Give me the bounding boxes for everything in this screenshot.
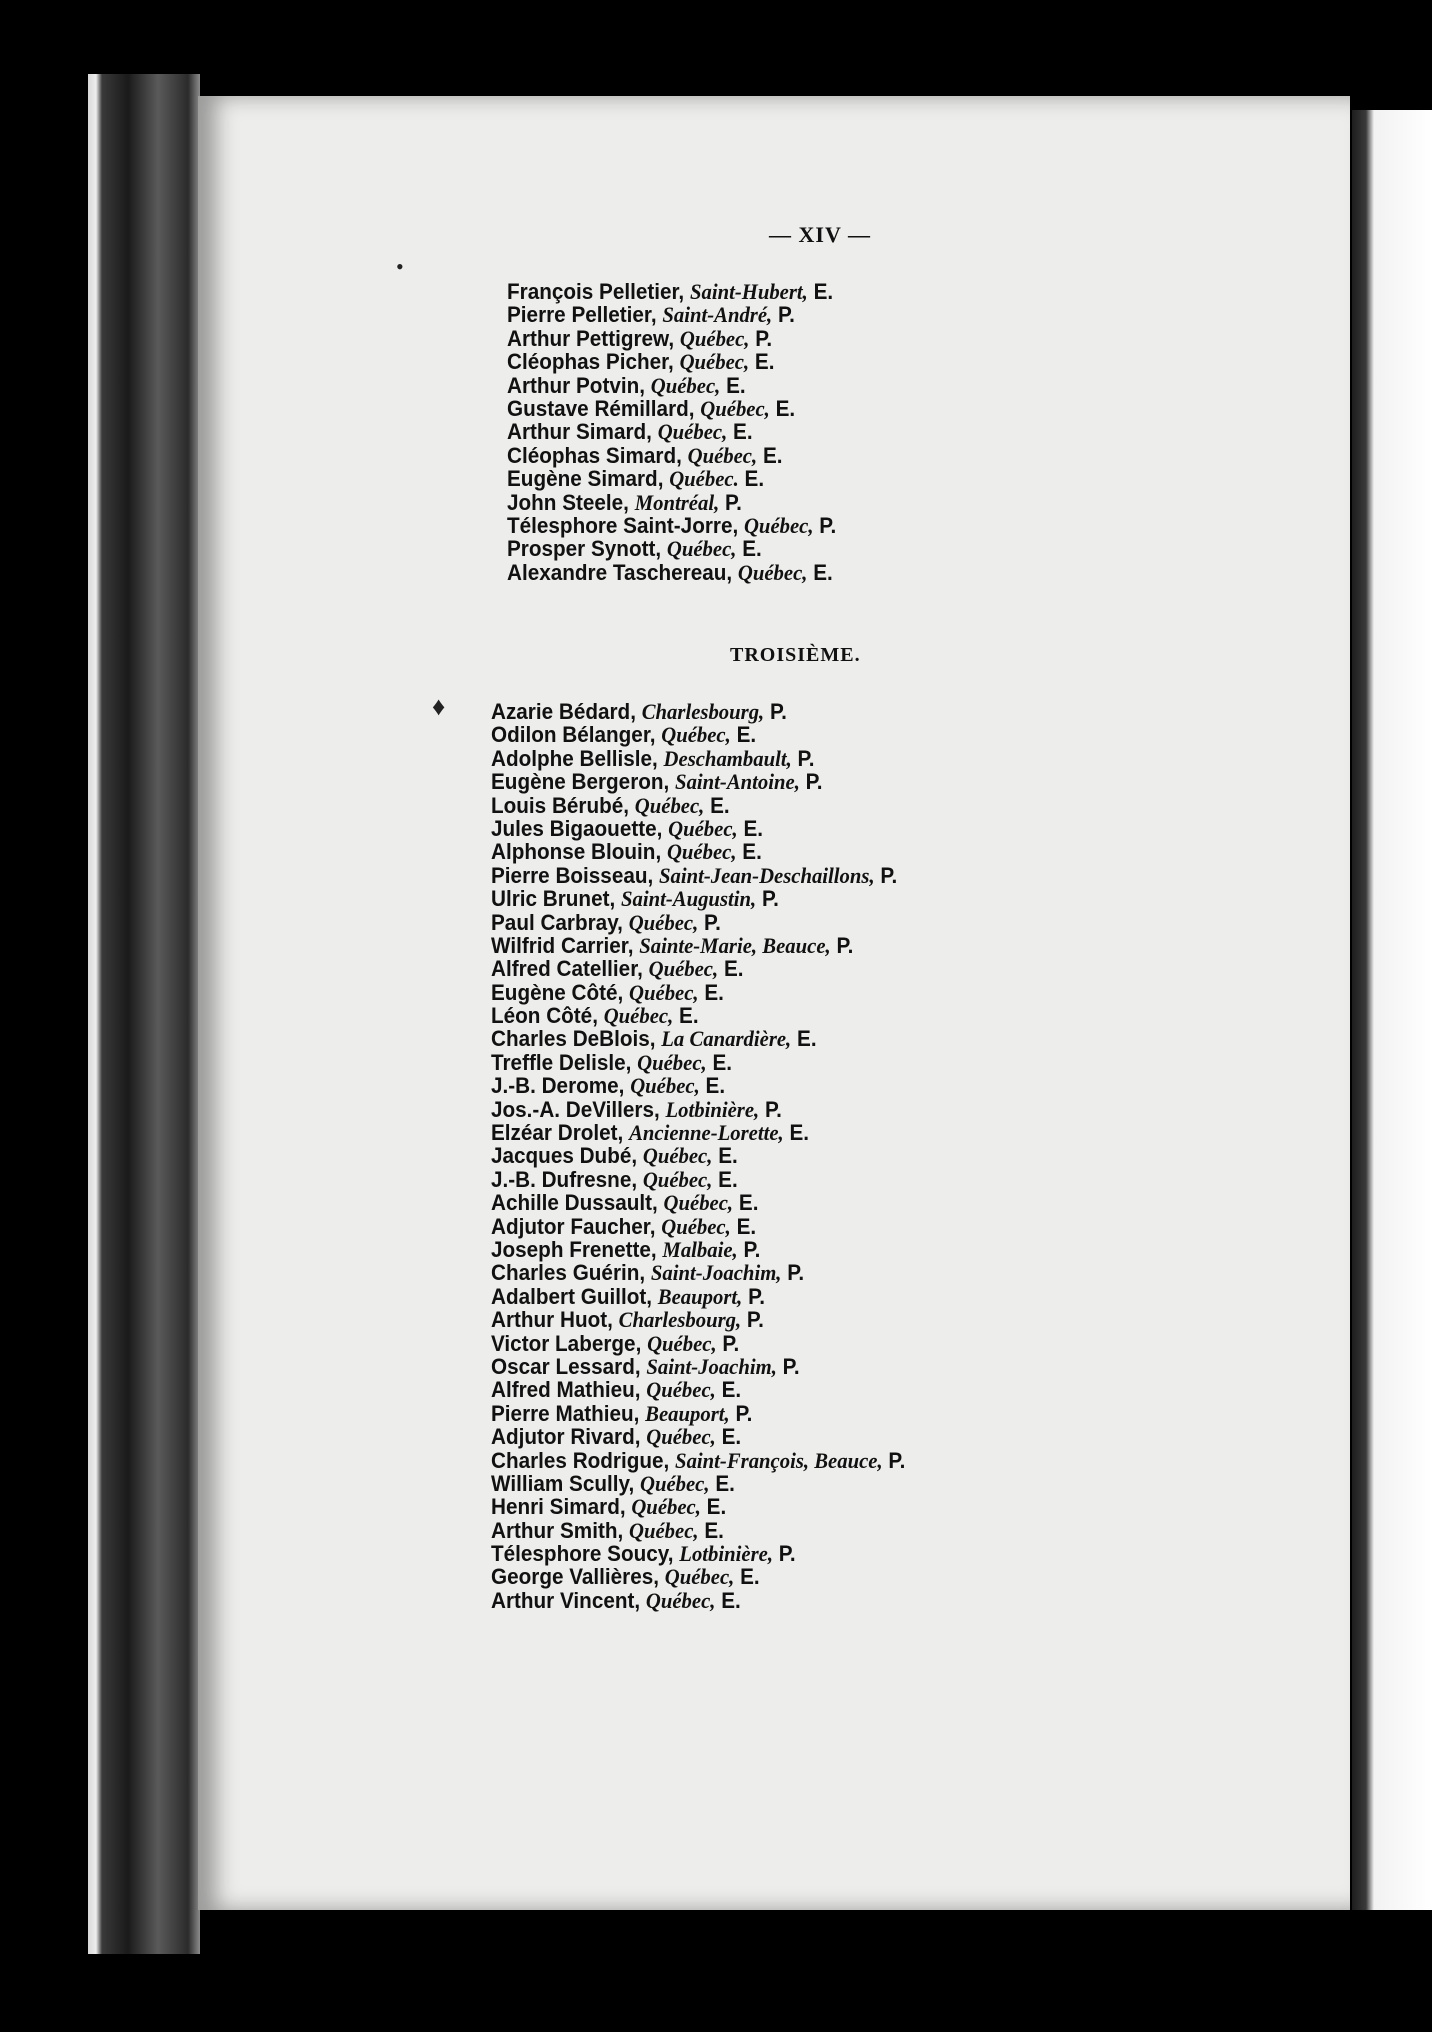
entry-place: Québec, <box>629 1517 699 1543</box>
entry-name: Eugène Simard, <box>507 466 664 492</box>
entry-place: Québec, <box>679 325 750 351</box>
list-item <box>491 887 905 910</box>
entry-place: Québec, <box>629 979 699 1005</box>
entry-name: Charles Rodrigue, <box>491 1447 670 1473</box>
entry-place: Québec. <box>669 466 739 492</box>
entry-name: Cléophas Picher, <box>507 349 674 375</box>
entry-status: E. <box>704 1517 724 1543</box>
list-item <box>491 794 905 817</box>
list-item <box>507 397 836 420</box>
entry-status: E. <box>733 419 753 445</box>
list-item <box>507 491 836 514</box>
entry-name: Télesphore Saint-Jorre, <box>507 512 739 538</box>
entry-name: Joseph Frenette, <box>491 1236 657 1262</box>
list-item <box>491 911 905 934</box>
entry-name: Pierre Boisseau, <box>491 862 654 888</box>
entry-name: Arthur Potvin, <box>507 372 645 398</box>
entry-name: Arthur Huot, <box>491 1307 613 1333</box>
entry-place: Charlesbourg, <box>641 699 765 724</box>
entry-status: P. <box>782 1353 800 1379</box>
entry-name: Charles DeBlois, <box>491 1026 656 1052</box>
entry-status: E. <box>740 1564 760 1590</box>
entry-status: E. <box>723 956 744 982</box>
entry-place: Saint-Hubert, <box>689 279 808 304</box>
list-item <box>491 1449 905 1472</box>
entry-status: P. <box>743 1236 761 1262</box>
entry-name: Odilon Bélanger, <box>491 722 656 748</box>
entry-status: P. <box>704 909 721 935</box>
entry-place: Québec, <box>631 1494 701 1520</box>
list-item <box>491 747 905 770</box>
entry-place: Québec, <box>661 722 731 748</box>
entry-status: P. <box>765 1096 782 1122</box>
entry-place: Québec, <box>664 1564 735 1590</box>
page-number: — XIV — <box>769 222 871 247</box>
entry-place: Québec, <box>646 1424 716 1450</box>
entry-place: Saint-Augustin, <box>620 886 757 912</box>
list-item <box>507 303 836 326</box>
entry-place: Québec, <box>657 419 728 445</box>
entry-name: Alfred Mathieu, <box>491 1377 641 1403</box>
list-item <box>491 1027 905 1050</box>
entry-status: E. <box>743 815 764 841</box>
entry-status: E. <box>736 722 757 748</box>
list-item <box>491 1565 905 1588</box>
entry-place: Ancienne-Lorette, <box>629 1120 784 1146</box>
entry-status: P. <box>836 932 854 958</box>
entry-name: Prosper Synott, <box>507 536 662 562</box>
entry-place: Malbaie, <box>662 1236 738 1262</box>
entry-place: Saint-Joachim, <box>646 1353 777 1379</box>
list-item <box>491 1378 905 1401</box>
entry-name: Eugène Bergeron, <box>491 769 670 795</box>
list-item <box>491 700 905 723</box>
entry-status: E. <box>742 839 762 865</box>
list-item <box>507 514 836 537</box>
entry-status: E. <box>775 395 796 421</box>
first-name-list <box>507 280 865 584</box>
list-item <box>507 420 836 443</box>
entry-name: Gustave Rémillard, <box>507 395 695 421</box>
entry-status: P. <box>805 769 823 795</box>
entry-name: Jos.-A. DeVillers, <box>491 1096 660 1122</box>
entry-status: P. <box>746 1307 764 1333</box>
entry-name: Arthur Vincent, <box>491 1587 641 1613</box>
entry-place: Québec, <box>661 1213 731 1239</box>
entry-status: E. <box>736 1213 757 1239</box>
list-item <box>491 1004 905 1027</box>
entry-name: Arthur Smith, <box>491 1517 624 1543</box>
entry-status: E. <box>744 466 765 492</box>
list-item <box>491 723 905 746</box>
entry-place: Québec, <box>639 1470 710 1496</box>
entry-place: La Canardière, <box>661 1026 792 1052</box>
entry-place: Québec, <box>642 1143 713 1169</box>
entry-place: Beauport, <box>657 1283 743 1309</box>
entry-place: Québec, <box>668 815 738 841</box>
entry-status: P. <box>722 1330 740 1356</box>
entry-status: E. <box>706 1494 727 1520</box>
entry-status: P. <box>755 325 773 351</box>
list-item <box>491 1191 905 1214</box>
facing-page-edge <box>1352 110 1432 1910</box>
entry-name: George Vallières, <box>491 1564 660 1590</box>
entry-status: P. <box>770 699 787 724</box>
entry-status: E. <box>726 372 746 398</box>
entry-status: E. <box>721 1587 741 1613</box>
entry-name: Adjutor Faucher, <box>491 1213 656 1239</box>
list-item <box>491 1589 905 1612</box>
entry-place: Québec, <box>628 909 699 935</box>
entry-place: Québec, <box>679 349 750 375</box>
entry-place: Lotbinière, <box>679 1541 774 1567</box>
entry-name: Adolphe Bellisle, <box>491 745 658 771</box>
list-item <box>491 1098 905 1121</box>
entry-status: E. <box>710 792 730 818</box>
list-item <box>507 327 836 350</box>
entry-name: Alphonse Blouin, <box>491 839 662 865</box>
list-item <box>507 374 836 397</box>
entry-name: Azarie Bédard, <box>491 699 636 724</box>
list-item <box>491 1285 905 1308</box>
entry-name: J.-B. Derome, <box>491 1073 625 1099</box>
entry-status: E. <box>813 559 833 585</box>
list-item <box>491 1542 905 1565</box>
entry-status: E. <box>715 1470 735 1496</box>
entry-place: Charlesbourg, <box>618 1307 742 1333</box>
entry-status: E. <box>705 1073 726 1099</box>
entry-name: Jacques Dubé, <box>491 1143 638 1169</box>
entry-place: Québec, <box>743 512 814 538</box>
entry-place: Québec, <box>650 372 721 398</box>
entry-status: P. <box>778 1541 796 1567</box>
list-item <box>507 444 836 467</box>
entry-name: Arthur Pettigrew, <box>507 325 675 351</box>
entry-name: Alfred Catellier, <box>491 956 643 982</box>
entry-name: Alexandre Taschereau, <box>507 559 733 585</box>
entry-status: P. <box>888 1447 906 1473</box>
entry-place: Saint-André, <box>662 302 773 328</box>
entry-name: Cléophas Simard, <box>507 442 682 468</box>
list-item <box>491 934 905 957</box>
entry-name: Treffle Delisle, <box>491 1049 632 1075</box>
entry-place: Québec, <box>700 395 770 421</box>
margin-mark: ♦ <box>432 692 446 721</box>
entry-place: Saint-François, Beauce, <box>675 1447 883 1473</box>
entry-name: Adalbert Guillot, <box>491 1283 653 1309</box>
entry-status: P. <box>735 1400 753 1426</box>
list-item <box>491 1168 905 1191</box>
entry-name: Victor Laberge, <box>491 1330 642 1356</box>
third-year-name-list <box>491 700 941 1612</box>
margin-dot: • <box>396 254 404 279</box>
entry-name: Elzéar Drolet, <box>491 1120 624 1146</box>
list-item <box>507 467 836 490</box>
entry-name: John Steele, <box>507 489 629 515</box>
list-item <box>491 1495 905 1518</box>
entry-name: Jules Bigaouette, <box>491 815 663 841</box>
entry-status: E. <box>797 1026 817 1052</box>
entry-status: E. <box>742 536 762 562</box>
entry-status: P. <box>797 745 815 771</box>
section-heading: TROISIÈME. <box>730 644 861 666</box>
entry-name: Louis Bérubé, <box>491 792 630 818</box>
entry-name: Arthur Simard, <box>507 419 652 445</box>
list-item <box>491 1144 905 1167</box>
book-spine <box>88 74 200 1954</box>
list-item <box>491 1261 905 1284</box>
list-item <box>507 561 836 584</box>
list-item <box>491 957 905 980</box>
list-item <box>491 981 905 1004</box>
entry-status: E. <box>718 1143 738 1169</box>
entry-name: William Scully, <box>491 1470 635 1496</box>
entry-name: J.-B. Dufresne, <box>491 1166 638 1192</box>
entry-status: E. <box>789 1120 810 1146</box>
entry-place: Québec, <box>646 1377 716 1403</box>
list-item <box>491 1238 905 1261</box>
entry-name: Télesphore Soucy, <box>491 1541 674 1567</box>
list-item <box>491 1519 905 1542</box>
entry-place: Saint-Antoine, <box>675 769 800 795</box>
entry-place: Québec, <box>647 1330 717 1356</box>
list-item <box>491 864 905 887</box>
entry-place: Québec, <box>666 536 737 562</box>
list-item <box>491 1121 905 1144</box>
entry-status: E. <box>721 1377 742 1403</box>
list-item <box>491 1215 905 1238</box>
entry-name: Léon Côté, <box>491 1003 598 1029</box>
entry-name: Pierre Mathieu, <box>491 1400 640 1426</box>
list-item <box>507 537 836 560</box>
entry-status: P. <box>748 1283 765 1309</box>
entry-status: E. <box>754 349 775 375</box>
entry-status: E. <box>721 1424 742 1450</box>
entry-place: Saint-Jean-Deschaillons, <box>659 862 875 888</box>
list-item <box>491 1355 905 1378</box>
entry-name: Charles Guérin, <box>491 1260 646 1286</box>
list-item <box>507 280 836 303</box>
entry-place: Beauport, <box>645 1400 730 1426</box>
entry-place: Québec, <box>637 1049 707 1075</box>
entry-name: Eugène Côté, <box>491 979 624 1005</box>
entry-place: Québec, <box>663 1190 734 1216</box>
list-item <box>491 1332 905 1355</box>
entry-place: Saint-Joachim, <box>650 1260 782 1286</box>
entry-status: P. <box>777 302 795 328</box>
entry-place: Sainte-Marie, Beauce, <box>639 932 831 958</box>
entry-name: Adjutor Rivard, <box>491 1424 641 1450</box>
entry-name: Pierre Pelletier, <box>507 302 657 328</box>
entry-place: Deschambault, <box>663 745 792 771</box>
entry-name: Paul Carbray, <box>491 909 623 935</box>
entry-status: E. <box>679 1003 699 1029</box>
entry-status: E. <box>738 1190 759 1216</box>
entry-name: Achille Dussault, <box>491 1190 658 1216</box>
entry-place: Québec, <box>737 559 808 585</box>
list-item <box>491 770 905 793</box>
entry-name: Ulric Brunet, <box>491 886 616 912</box>
entry-name: François Pelletier, <box>507 279 685 304</box>
entry-place: Québec, <box>645 1587 716 1613</box>
entry-status: P. <box>880 862 898 888</box>
entry-place: Lotbinière, <box>665 1096 760 1122</box>
entry-place: Québec, <box>666 839 737 865</box>
entry-name: Henri Simard, <box>491 1494 626 1520</box>
entry-place: Québec, <box>648 956 719 982</box>
list-item <box>491 817 905 840</box>
list-item <box>491 1472 905 1495</box>
entry-status: P. <box>761 886 779 912</box>
entry-place: Québec, <box>634 792 705 818</box>
entry-place: Québec, <box>642 1166 713 1192</box>
list-item <box>491 1308 905 1331</box>
list-item <box>491 1425 905 1448</box>
entry-place: Montréal, <box>634 489 720 515</box>
entry-status: P. <box>787 1260 805 1286</box>
list-item <box>507 350 836 373</box>
entry-status: E. <box>704 979 724 1005</box>
entry-place: Québec, <box>603 1003 674 1029</box>
list-item <box>491 840 905 863</box>
entry-place: Québec, <box>687 442 758 468</box>
entry-name: Wilfrid Carrier, <box>491 932 634 958</box>
entry-status: E. <box>762 442 783 468</box>
list-item <box>491 1051 905 1074</box>
entry-status: E. <box>718 1166 738 1192</box>
list-item <box>491 1402 905 1425</box>
entry-status: P. <box>725 489 742 515</box>
entry-status: P. <box>819 512 837 538</box>
entry-status: E. <box>712 1049 733 1075</box>
list-item <box>491 1074 905 1097</box>
entry-status: E. <box>813 279 834 304</box>
entry-name: Oscar Lessard, <box>491 1353 641 1379</box>
entry-place: Québec, <box>630 1073 700 1099</box>
